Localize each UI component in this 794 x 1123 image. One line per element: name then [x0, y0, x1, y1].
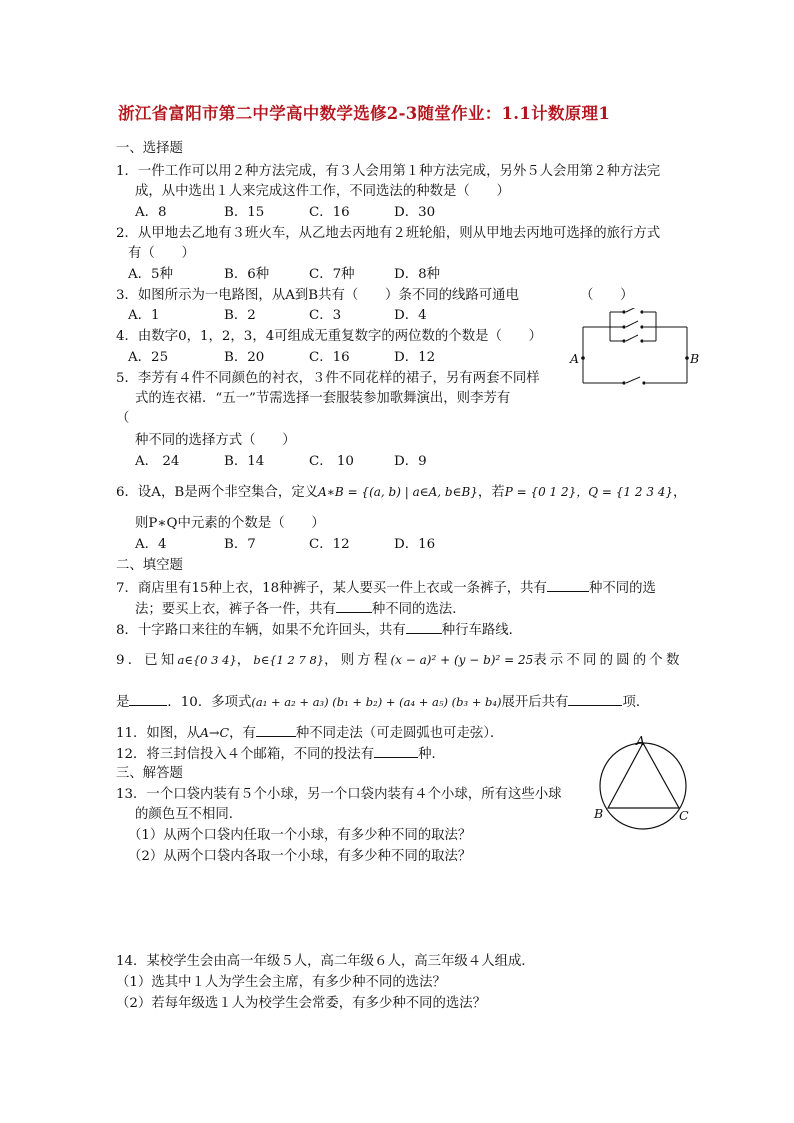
q11-text-b: ，有 — [229, 726, 256, 741]
question-13-line-1: 13．一个口袋内装有５个小球，另一个口袋内装有４个小球，所有这些小球 — [116, 787, 562, 802]
q11-blank[interactable] — [256, 723, 296, 737]
q6-set-q: ，Q = {1 2 3 4} — [576, 485, 674, 499]
q11-text-c: 种不同走法（可走圆弧也可走弦）． — [295, 726, 504, 741]
q3-option-b: B．2 — [224, 308, 256, 323]
question-1-line-1: 1．一件工作可以用２种方法完成，有３人会用第１种方法完成，另外５人会用第２种方法完 — [116, 164, 661, 179]
q7-text-a: 7．商店里有15种上衣，18种裤子，某人要买一件上衣或一条裤子，共有 — [116, 581, 547, 596]
q6-text-end: ， — [673, 485, 687, 500]
q3-option-a: A．1 — [128, 308, 160, 323]
q2-option-a: A．5种 — [128, 267, 173, 282]
q3-option-c: C．3 — [309, 308, 342, 323]
q9-blank[interactable] — [129, 692, 167, 706]
q7-blank-1[interactable] — [547, 578, 589, 592]
q10-text-c: 项． — [622, 695, 650, 710]
question-2-line-2: 有（ ） — [128, 246, 195, 261]
question-13-line-2: 的颜色互不相同． — [135, 807, 243, 822]
q12-text-a: 12．将三封信投入４个邮箱，不同的投法有 — [116, 747, 375, 762]
circuit-label-b: B — [690, 351, 700, 366]
question-5-line-2: 式的连衣裙．“五一”节需选择一套服装参加歌舞演出，则李芳有 — [135, 391, 511, 406]
q4-option-c: C．16 — [309, 350, 350, 365]
q5-option-c: C． 10 — [309, 454, 354, 469]
q6-text-start: 6．设A，B是两个非空集合，定义 — [116, 485, 319, 500]
section-heading-choice: 一、选择题 — [116, 141, 183, 156]
question-12 — [116, 744, 445, 764]
q2-option-c: C．7种 — [309, 267, 355, 282]
q6-option-d: D．16 — [394, 537, 436, 552]
question-6-line-2: 则P∗Q中元素的个数是（ ） — [135, 516, 325, 531]
q3-option-d: D．4 — [394, 308, 427, 323]
section-heading-fill: 二、填空题 — [116, 558, 183, 573]
q1-option-b: B．15 — [224, 205, 265, 220]
question-13-part-1: （1）从两个口袋内任取一个小球，有多少种不同的取法？ — [128, 828, 472, 843]
q1-option-d: D．30 — [394, 205, 436, 220]
question-7-line-1 — [116, 578, 656, 598]
q9-text-a: 9．已知 — [116, 653, 178, 668]
diagram-label-c: C — [679, 808, 689, 823]
question-5-line-1: 5．李芳有４件不同颜色的衬衣，３件不同花样的裙子，另有两套不同样 — [116, 371, 540, 386]
q7-text-d: 种不同的选法． — [371, 602, 466, 617]
q9-set-b: b∈{1 2 7 8} — [253, 653, 325, 667]
q9-set-a: a∈{0 3 4} — [177, 653, 237, 667]
q6-option-b: B．7 — [224, 537, 256, 552]
question-3-answer-paren: （ ） — [580, 288, 634, 303]
q7-text-c: 法；要买上衣，裤子各一件，共有 — [135, 602, 336, 617]
q9-text-b: ，则方程 — [324, 653, 391, 668]
diagram-label-a: A — [636, 733, 646, 748]
q4-option-b: B．20 — [224, 350, 265, 365]
q12-text-b: 种． — [418, 747, 445, 762]
question-7-line-2 — [135, 599, 466, 619]
q4-option-d: D．12 — [394, 350, 436, 365]
q8-text-b: 种行车路线． — [441, 623, 523, 638]
q1-option-a: A．8 — [135, 205, 167, 220]
question-8 — [116, 620, 522, 640]
q6-formula: A∗B = {(a, b) | a∈A, b∈B} — [318, 485, 478, 499]
q12-blank[interactable] — [374, 744, 418, 758]
question-9-line-1 — [116, 651, 683, 670]
question-2-line-1: 2．从甲地去乙地有３班火车，从乙地去丙地有２班轮船，则从甲地去丙地可选择的旅行方式 — [116, 226, 661, 241]
circuit-diagram — [566, 308, 706, 388]
question-14-line-1: 14．某校学生会由高一年级５人，高二年级６人，高三年级４人组成． — [116, 954, 535, 969]
q2-option-b: B．6种 — [224, 267, 270, 282]
q11-path: A→C — [200, 725, 230, 740]
q10-text-b: 展开后共有 — [501, 695, 569, 710]
q2-option-d: D．8种 — [394, 267, 441, 282]
question-1-line-2: 成，从中选出１人来完成这件工作，不同选法的种数是（ ） — [135, 184, 510, 199]
q7-blank-2[interactable] — [336, 599, 372, 613]
q10-blank[interactable] — [568, 692, 622, 706]
q5-option-d: D．9 — [394, 454, 427, 469]
q6-set-p: P = {0 1 2} — [504, 485, 577, 499]
q9-text-is: 是 — [116, 695, 130, 710]
diagram-label-b: B — [594, 806, 604, 821]
question-4-line-1: 4．由数字0，1，2，3，4可组成无重复数字的两位数的个数是（ ） — [116, 329, 543, 344]
q9-text-mid: ， — [236, 653, 254, 668]
question-11 — [116, 723, 503, 743]
q11-text-a: 11．如图，从 — [116, 726, 200, 741]
question-3-line-1: 3．如图所示为一电路图，从A到B共有（ ）条不同的线路可通电 — [116, 288, 519, 303]
q7-text-b: 种不同的选 — [588, 581, 656, 596]
question-14-part-2: （2）若每年级选１人为校学生会常委，有多少种不同的选法？ — [116, 996, 487, 1011]
section-heading-answer: 三、解答题 — [116, 766, 183, 781]
q10-text-a: ．10．多项式 — [167, 695, 252, 710]
question-14-part-1: （1）选其中１人为学生会主席，有多少种不同的选法？ — [116, 975, 446, 990]
q9-text-c: 表示不同的圆的个数 — [533, 653, 683, 668]
q9-equation: (x − a)² + (y − b)² = 25 — [390, 653, 534, 667]
question-9-10-line — [116, 692, 649, 712]
question-5-line-4: 种不同的选择方式（ ） — [135, 433, 296, 448]
question-6-line-1 — [116, 483, 686, 502]
q6-option-a: A．4 — [135, 537, 167, 552]
q5-option-a: A． 24 — [135, 454, 180, 469]
question-13-part-2: （2）从两个口袋内各取一个小球，有多少种不同的取法？ — [128, 849, 472, 864]
q5-option-b: B．14 — [224, 454, 265, 469]
q8-blank[interactable] — [406, 620, 442, 634]
q1-option-c: C．16 — [309, 205, 350, 220]
page-title: 浙江省富阳市第二中学高中数学选修2-3随堂作业：1.1计数原理1 — [118, 104, 611, 123]
q6-option-c: C．12 — [309, 537, 350, 552]
q8-text-a: 8．十字路口来往的车辆，如果不允许回头，共有 — [116, 623, 406, 638]
q10-polynomial: (a₁ + a₂ + a₃) (b₁ + b₂) + (a₄ + a₅) (b₃ + b₄) — [251, 695, 502, 709]
q6-text-if: ，若 — [477, 485, 505, 500]
q4-option-a: A．25 — [128, 350, 169, 365]
question-5-line-3: （ — [116, 411, 130, 426]
circuit-label-a: A — [570, 351, 580, 366]
